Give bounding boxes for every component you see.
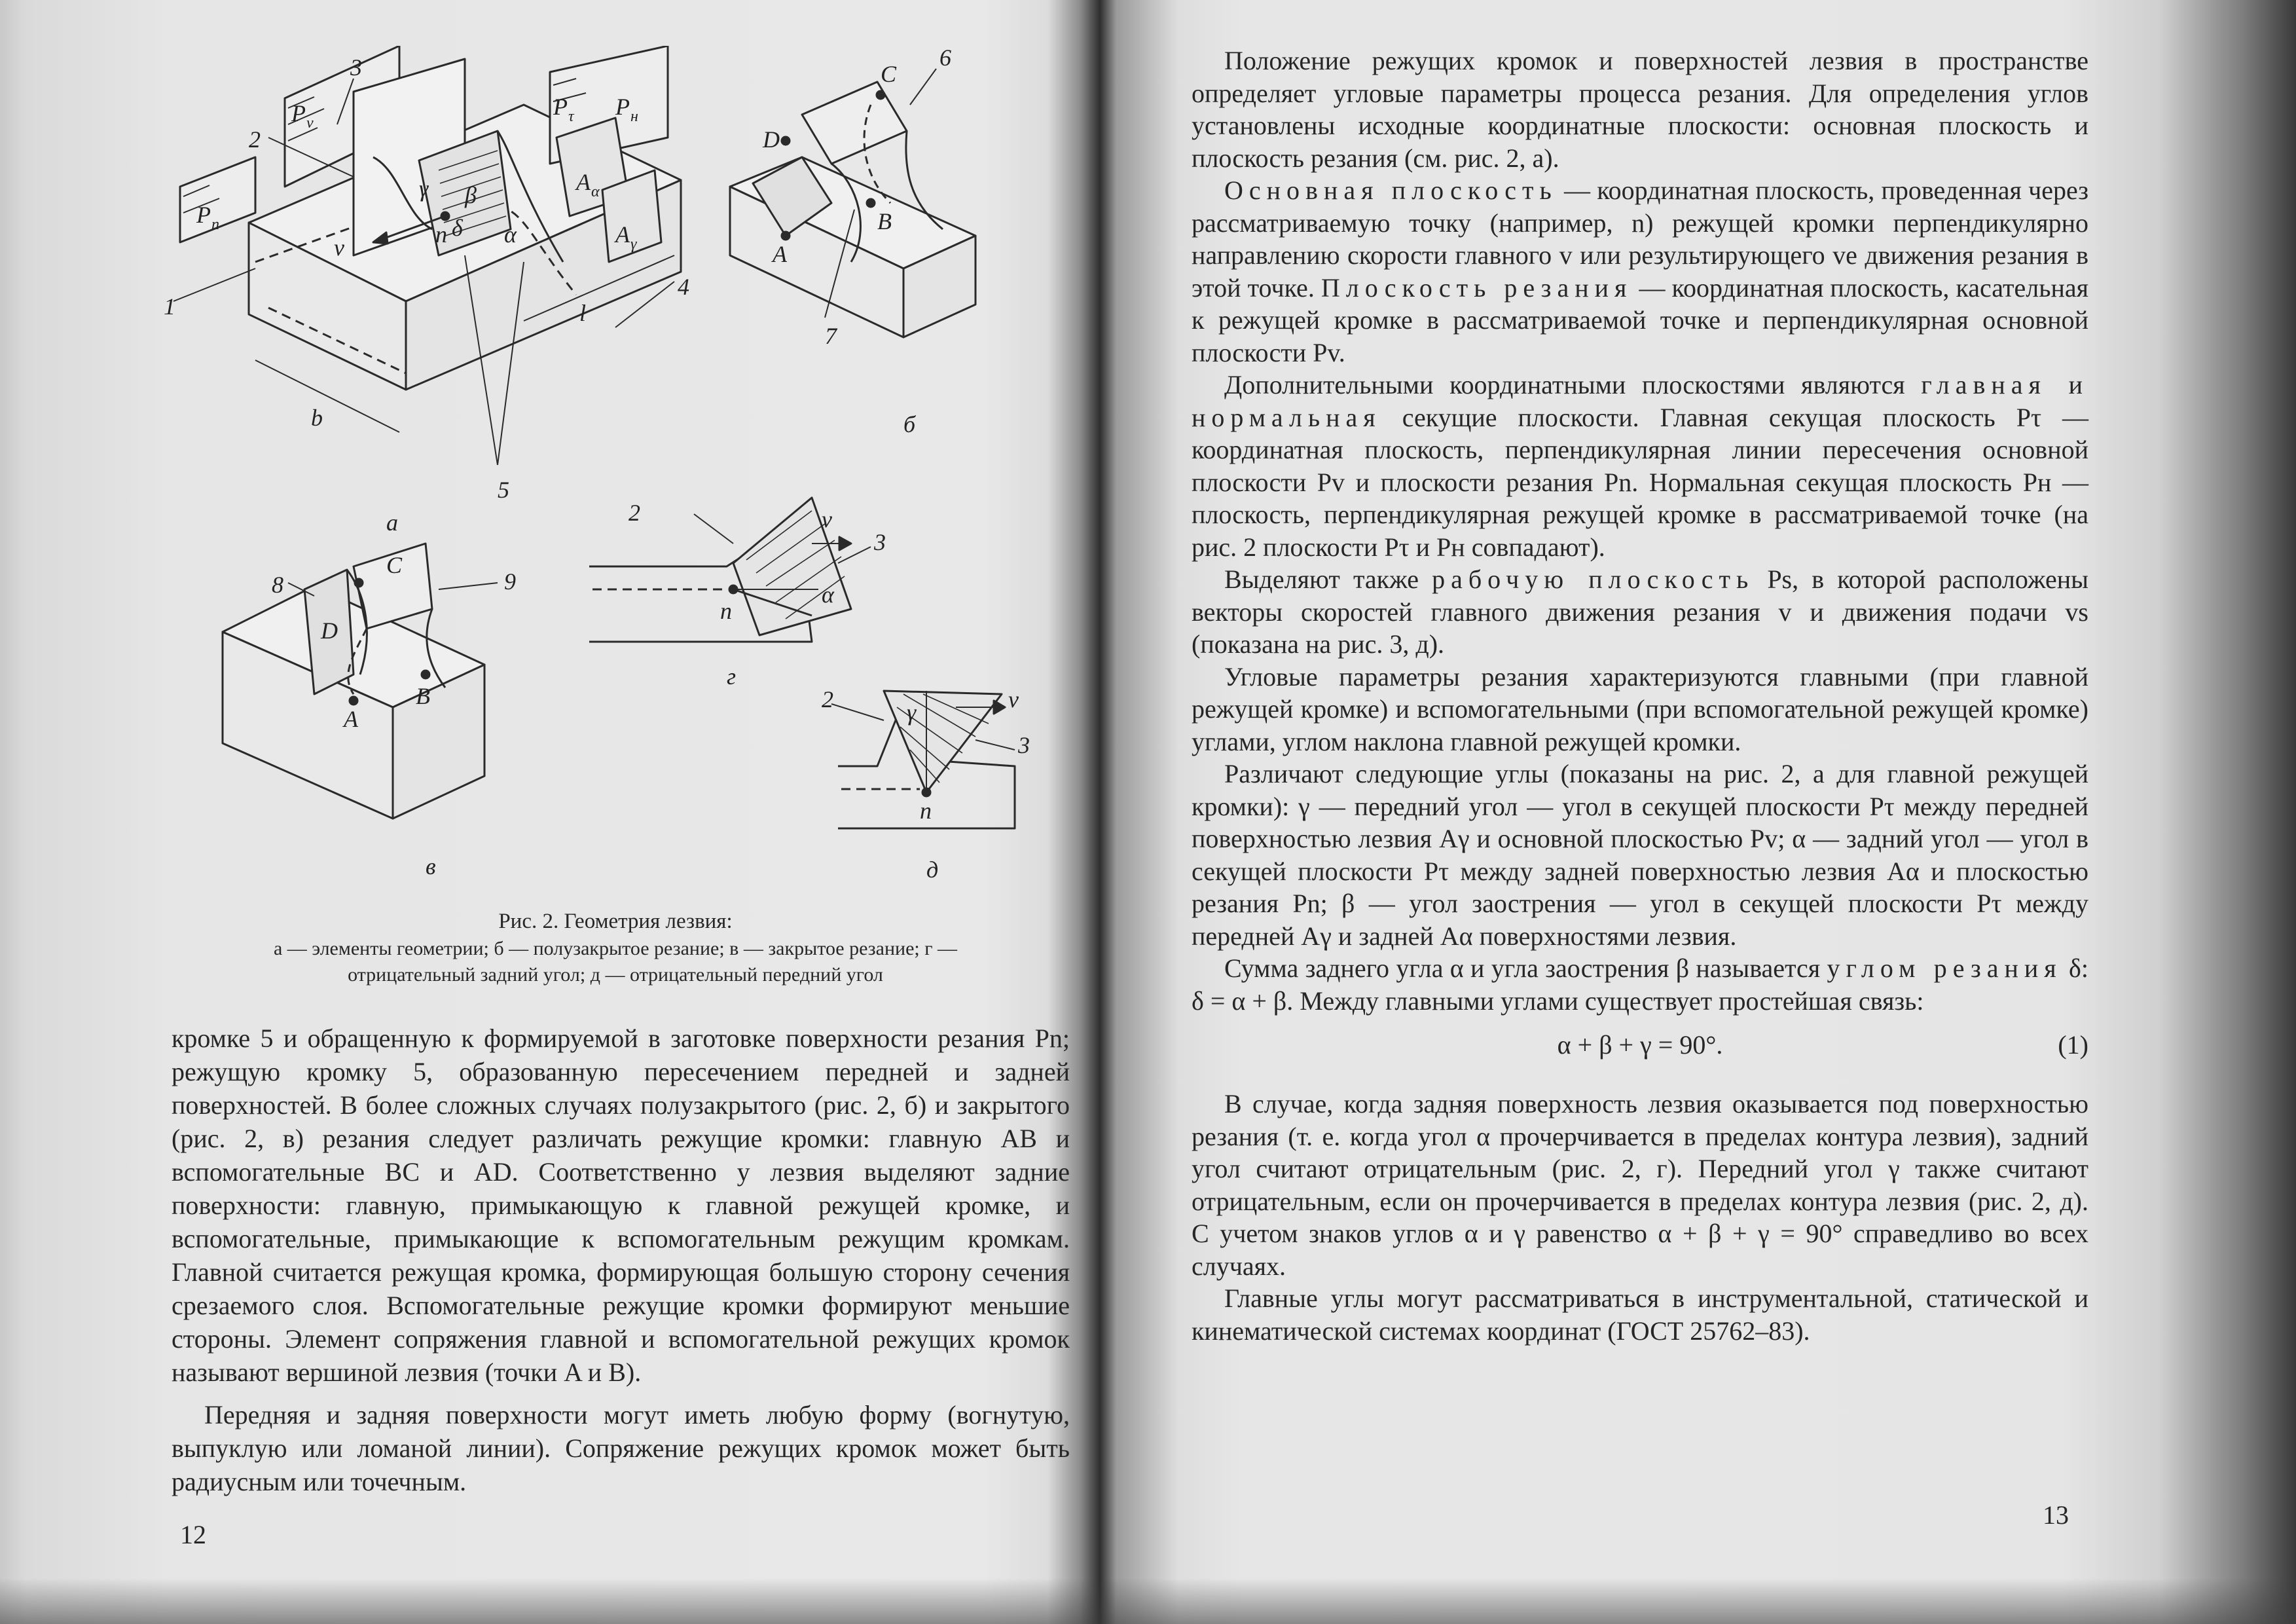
term-cutting-plane: Плоскость резания: [1321, 272, 1633, 303]
subfig-label-b: б: [903, 411, 916, 437]
figure-2-drawing: [157, 46, 1074, 917]
label-beta: β: [465, 182, 477, 208]
label-D-v: D: [321, 618, 338, 644]
label-g-3: 3: [874, 529, 886, 555]
svg-text:γ: γ: [630, 236, 637, 253]
right-paragraph-6: Различают следующие углы (показаны на рис. 2, а для главной режущей кромки): γ — передний угол — угол в секущей плоскости Pτ между передней поверхностью лезвия Aγ и основной плоскостью Pv; α — задний угол — угол в секущей плоскости Pτ между задней поверхностью лезвия Aα и плоскостью резания Pn; β — угол заострения — угол в секущей плоскости Pτ между передней Aγ и задней Aα поверхностями лезвия.: [1192, 759, 2088, 951]
label-n: n: [435, 221, 447, 248]
right-paragraph-5: Угловые параметры резания характеризуются главными (при главной режущей кромке) и вспомогательными (при вспомогательной режущей кромке) углами, углом наклона главной режущей кромки.: [1192, 661, 2088, 756]
subfig-label-g: г: [727, 663, 737, 690]
label-6: 6: [939, 46, 951, 71]
label-g-alpha: α: [822, 581, 834, 608]
label-C-b: C: [881, 61, 897, 87]
left-paragraph-1: кромке 5 и обращенную к формируемой в заготовке поверхности резания Pn; режущую кромку 5, образованную пересечением передней и задней поверхностей. В более сложных случаях полузакрытого (рис. 2, б) и закрытого (рис. 2, в) резания следует различать режущие кромки: главную AB и вспомогательные BC и AD. Соответственно у лезвия выделяют задние поверхности: главную, примыкающую к главной режущей кромке, и вспомогательные, примыкающие к вспомогательным режущим кромкам. Главной считается режущая кромка, формирующая большую сторону сечения срезаемого слоя. Вспомогательные режущие кромки формируют меньшие стороны. Элемент сопряжения главной и вспомогательной режущих кромок называют вершиной лезвия (точки A и B).: [172, 1024, 1070, 1387]
formula-expression: α + β + γ = 90°.: [1557, 1030, 1723, 1060]
label-delta: δ: [452, 215, 463, 241]
label-4: 4: [678, 274, 689, 300]
page-number-left: 12: [180, 1520, 206, 1549]
term-cutting-angle: углом резания: [1827, 953, 2062, 983]
label-Aa: A: [576, 169, 591, 195]
right-paragraph-9: Главные углы могут рассматриваться в инструментальной, статической и кинематической системах координат (ГОСТ 25762–83).: [1192, 1283, 2088, 1346]
label-gamma: γ: [419, 175, 429, 202]
label-g-n: n: [720, 598, 732, 624]
subfig-b: [730, 69, 975, 337]
svg-text:н: н: [630, 108, 638, 125]
caption-legend-line-2: отрицательный задний угол; д — отрицательный передний угол: [348, 964, 883, 986]
right-paragraph-2: Основная плоскость — координатная плоскость, проведенная через рассматриваемую точку (например, n) режущей кромки перпендикулярно направлению скорости главного v или результирующего ve движения резания в этой точке. Плоскость резания — координатная плоскость, касательная к режущей кромке в рассматриваемой точке и перпендикулярная основной плоскости Pv.: [1192, 175, 2089, 367]
caption-title: Рис. 2. Геометрия лезвия:: [498, 910, 733, 933]
left-body-text: [172, 1022, 1070, 1498]
label-d-v: v: [1008, 686, 1019, 712]
label-d-3: 3: [1018, 732, 1030, 758]
left-paragraph-2: Передняя и задняя поверхности могут иметь любую форму (вогнутую, выпуклую или ломаной линии). Сопряжение режущих кромок может быть радиусным или точечным.: [172, 1400, 1070, 1496]
term-working-plane: рабочую плоскость: [1432, 564, 1755, 594]
subfig-v: [223, 544, 498, 819]
label-1: 1: [164, 293, 175, 320]
label-Pn: P: [196, 202, 211, 228]
label-d-2: 2: [822, 686, 833, 712]
right-paragraph-1: Положение режущих кромок и поверхностей лезвия в пространстве определяет угловые параметры процесса резания. Для определения углов установлены исходные координатные плоскости: основная плоскость и плоскость резания (см. рис. 2, а).: [1192, 46, 2088, 173]
right-body-text: [1192, 45, 2088, 1347]
formula-number: (1): [2058, 1030, 2088, 1060]
subfig-label-d: д: [926, 857, 939, 883]
label-Pt: P: [553, 94, 568, 120]
label-9: 9: [504, 568, 516, 595]
caption-legend-line-1: а — элементы геометрии; б — полузакрытое резание; в — закрытое резание; г —: [273, 938, 958, 959]
label-v: v: [334, 234, 344, 261]
label-g-v: v: [822, 506, 832, 532]
label-Pv: P: [291, 100, 306, 126]
label-D-b: D: [763, 126, 780, 153]
label-Ag: A: [615, 221, 630, 248]
label-d-n: n: [920, 798, 932, 824]
term-main-normal: главная и нормальная: [1192, 370, 2089, 432]
subfig-a: [173, 46, 681, 465]
svg-text:α: α: [591, 183, 600, 200]
label-B-v: B: [416, 683, 430, 709]
figure-2: [157, 46, 1074, 917]
svg-text:τ: τ: [568, 108, 574, 125]
bottom-shadow: [0, 1578, 2296, 1624]
label-B-b: B: [877, 208, 892, 234]
label-l: l: [579, 300, 587, 326]
figure-caption: [157, 907, 1074, 988]
formula-1: [1192, 1022, 2088, 1075]
label-8: 8: [272, 572, 283, 598]
subfig-label-v: в: [426, 853, 436, 879]
right-paragraph-8: В случае, когда задняя поверхность лезвия оказывается под поверхностью резания (т. е. когда угол α прочерчивается в пределах контура лезвия), задний угол считают отрицательным (рис. 2, г). Передний угол γ также считают отрицательным, если он прочерчивается в пределах контура лезвия (рис. 2, д). С учетом знаков углов α и γ равенство α + β + γ = 90° справедливо во всех случаях.: [1192, 1089, 2088, 1281]
svg-text:v: v: [306, 115, 314, 132]
label-g-2: 2: [629, 500, 640, 526]
label-5: 5: [498, 477, 509, 503]
label-A-b: A: [773, 241, 787, 267]
label-2: 2: [249, 126, 261, 153]
label-alpha: α: [504, 221, 517, 248]
label-7: 7: [825, 323, 837, 349]
page-number-right: 13: [2043, 1500, 2069, 1530]
label-3: 3: [350, 54, 362, 81]
svg-text:n: n: [211, 216, 219, 233]
right-paragraph-4: Выделяют также рабочую плоскость Ps, в которой расположены векторы скоростей главного движения резания v и движения подачи vs (показана на рис. 3, д).: [1192, 564, 2089, 659]
term-base-plane: Основная плоскость: [1224, 175, 1558, 205]
label-A-v: A: [344, 706, 358, 732]
subfig-label-a: а: [386, 509, 398, 536]
label-b: b: [311, 405, 323, 431]
label-d-gamma: γ: [907, 699, 917, 726]
label-Pr: P: [615, 94, 630, 120]
right-paragraph-7: Сумма заднего угла α и угла заострения β называется углом резания δ: δ = α + β. Между главными углами существует простейшая связь:: [1192, 953, 2088, 1016]
label-C-v: C: [386, 552, 403, 578]
right-paragraph-3: Дополнительными координатными плоскостями являются главная и нормальная секущие плоскости. Главная секущая плоскость Pτ — координатная плоскость, перпендикулярная линии пересечения основной плоскости Pv и плоскости резания Pn. Нормальная секущая плоскость Pн — плоскость, перпендикулярная режущей кромке в рассматриваемой точке (на рис. 2 плоскости Pτ и Pн совпадают).: [1192, 370, 2089, 562]
